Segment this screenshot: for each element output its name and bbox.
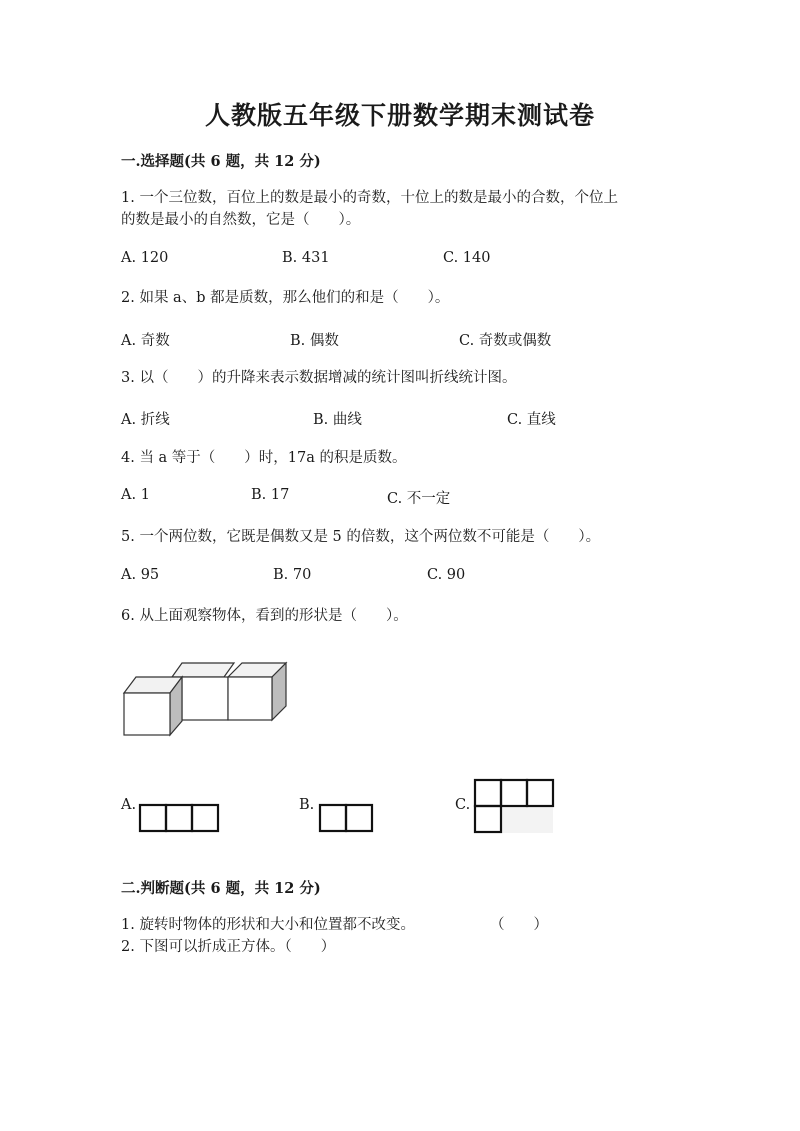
question-2-option-a: A. 奇数 bbox=[121, 333, 170, 349]
page-title: 人教版五年级下册数学期末测试卷 bbox=[204, 101, 595, 130]
question-4-option-c: C. 不一定 bbox=[387, 491, 451, 507]
question-1-line-1: 1. 一个三位数，百位上的数是最小的奇数，十位上的数是最小的合数，个位上 bbox=[121, 190, 618, 206]
option-c-shape bbox=[474, 779, 554, 835]
question-1-option-c: C. 140 bbox=[443, 250, 491, 266]
question-2-text: 2. 如果 a、b 都是质数，那么他们的和是（ ）。 bbox=[121, 290, 450, 306]
question-5-option-a: A. 95 bbox=[121, 567, 160, 583]
cube-left bbox=[124, 677, 182, 735]
question-3-option-b: B. 曲线 bbox=[313, 412, 362, 428]
question-5-option-b: B. 70 bbox=[273, 567, 312, 583]
question-2-option-b: B. 偶数 bbox=[290, 333, 339, 349]
judgement-2-text: 2. 下图可以折成正方体。（ ） bbox=[121, 939, 336, 955]
cube-right bbox=[228, 663, 286, 720]
question-3-option-a: A. 折线 bbox=[121, 412, 170, 428]
question-6-option-a: A. bbox=[121, 797, 137, 813]
question-4-option-a: A. 1 bbox=[121, 487, 150, 503]
question-6-text: 6. 从上面观察物体，看到的形状是（ ）。 bbox=[121, 608, 408, 624]
section-heading-judgement: 二.判断题(共 6 题，共 12 分) bbox=[121, 880, 321, 897]
judgement-1-blank: （ ） bbox=[490, 917, 548, 933]
question-4-text: 4. 当 a 等于（ ）时，17a 的积是质数。 bbox=[121, 450, 407, 466]
question-6-option-b: B. bbox=[299, 797, 315, 813]
question-1-line-2: 的数是最小的自然数，它是（ ）。 bbox=[121, 212, 361, 228]
question-5-text: 5. 一个两位数，它既是偶数又是 5 的倍数，这个两位数不可能是（ ）。 bbox=[121, 529, 601, 545]
question-3-text: 3. 以（ ）的升降来表示数据增减的统计图叫折线统计图。 bbox=[121, 370, 517, 386]
judgement-1-text: 1. 旋转时物体的形状和大小和位置都不改变。 bbox=[121, 917, 415, 933]
question-1-option-b: B. 431 bbox=[282, 250, 330, 266]
question-5-option-c: C. 90 bbox=[427, 567, 466, 583]
option-b-shape bbox=[319, 804, 375, 834]
question-2-option-c: C. 奇数或偶数 bbox=[459, 333, 552, 349]
cube-stack-figure bbox=[120, 658, 290, 738]
question-4-option-b: B. 17 bbox=[251, 487, 290, 503]
question-3-option-c: C. 直线 bbox=[507, 412, 556, 428]
question-1-option-a: A. 120 bbox=[121, 250, 169, 266]
question-6-option-c: C. bbox=[455, 797, 471, 813]
section-heading-choice: 一.选择题(共 6 题，共 12 分) bbox=[121, 153, 321, 170]
option-a-shape bbox=[139, 804, 219, 834]
